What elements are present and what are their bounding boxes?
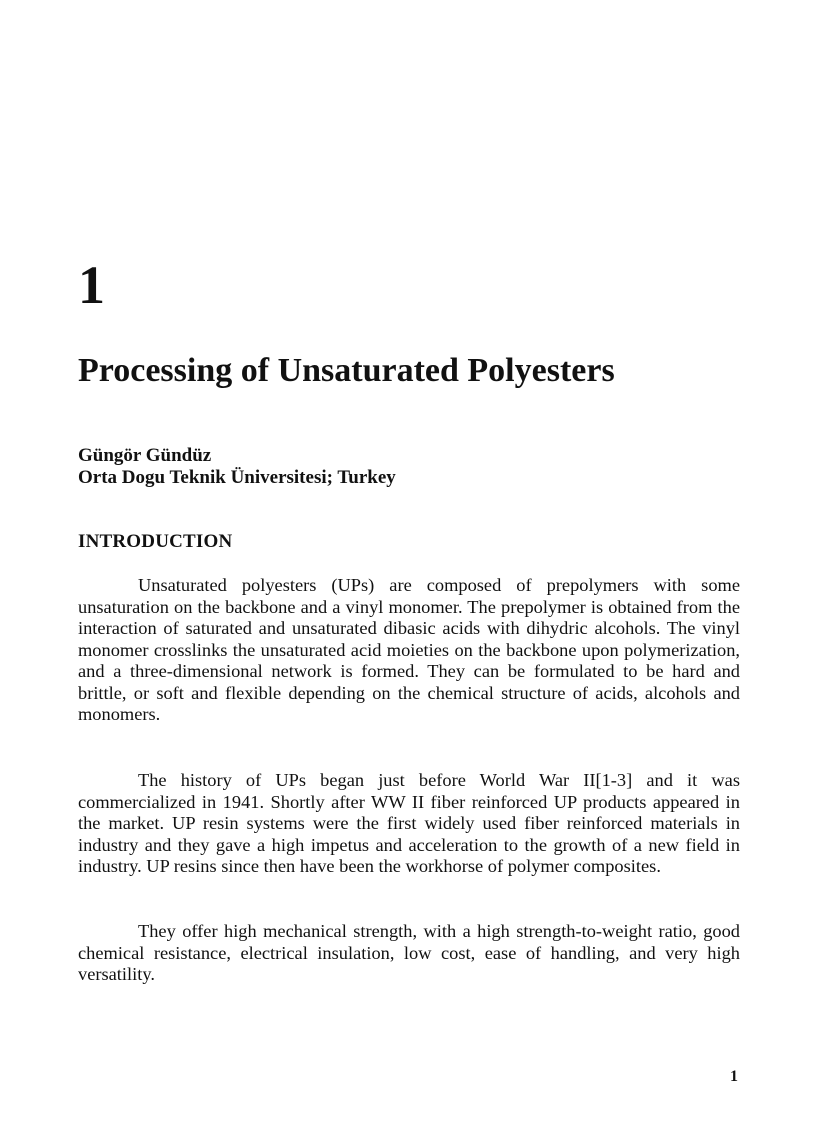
- author-block: [78, 445, 396, 489]
- chapter-title: Processing of Unsaturated Polyesters: [78, 352, 615, 389]
- page-number: 1: [730, 1068, 738, 1085]
- chapter-number: 1: [78, 255, 105, 315]
- body-paragraph: They offer high mechanical strength, with a high strength-to-weight ratio, good chemical resistance, electrical insulation, low cost, ease of handling, and very high versatility.: [78, 921, 740, 984]
- body-paragraph: Unsaturated polyesters (UPs) are composed of prepolymers with some unsaturation on the backbone and a vinyl monomer. The prepolymer is obtained from the interaction of saturated and unsaturated dibasic acids with dihydric alcohols. The vinyl monomer crosslinks the unsaturated acid moieties on the backbone upon polymerization, and a three-dimensional network is formed. They can be formulated to be hard and brittle, or soft and flexible depending on the chemical structure of acids, alcohols and monomers.: [78, 575, 740, 724]
- author-affiliation: Orta Dogu Teknik Üniversitesi; Turkey: [78, 467, 396, 488]
- author-name: Güngör Gündüz: [78, 445, 212, 466]
- body-paragraph: The history of UPs began just before World War II[1-3] and it was commercialized in 1941. Shortly after WW II fiber reinforced UP products appeared in the market. UP resin systems were the first widely used fiber reinforced materials in industry and they gave a high impetus and acceleration to the growth of a new field in industry. UP resins since then have been the workhorse of polymer composites.: [78, 770, 740, 876]
- section-heading: INTRODUCTION: [78, 531, 233, 552]
